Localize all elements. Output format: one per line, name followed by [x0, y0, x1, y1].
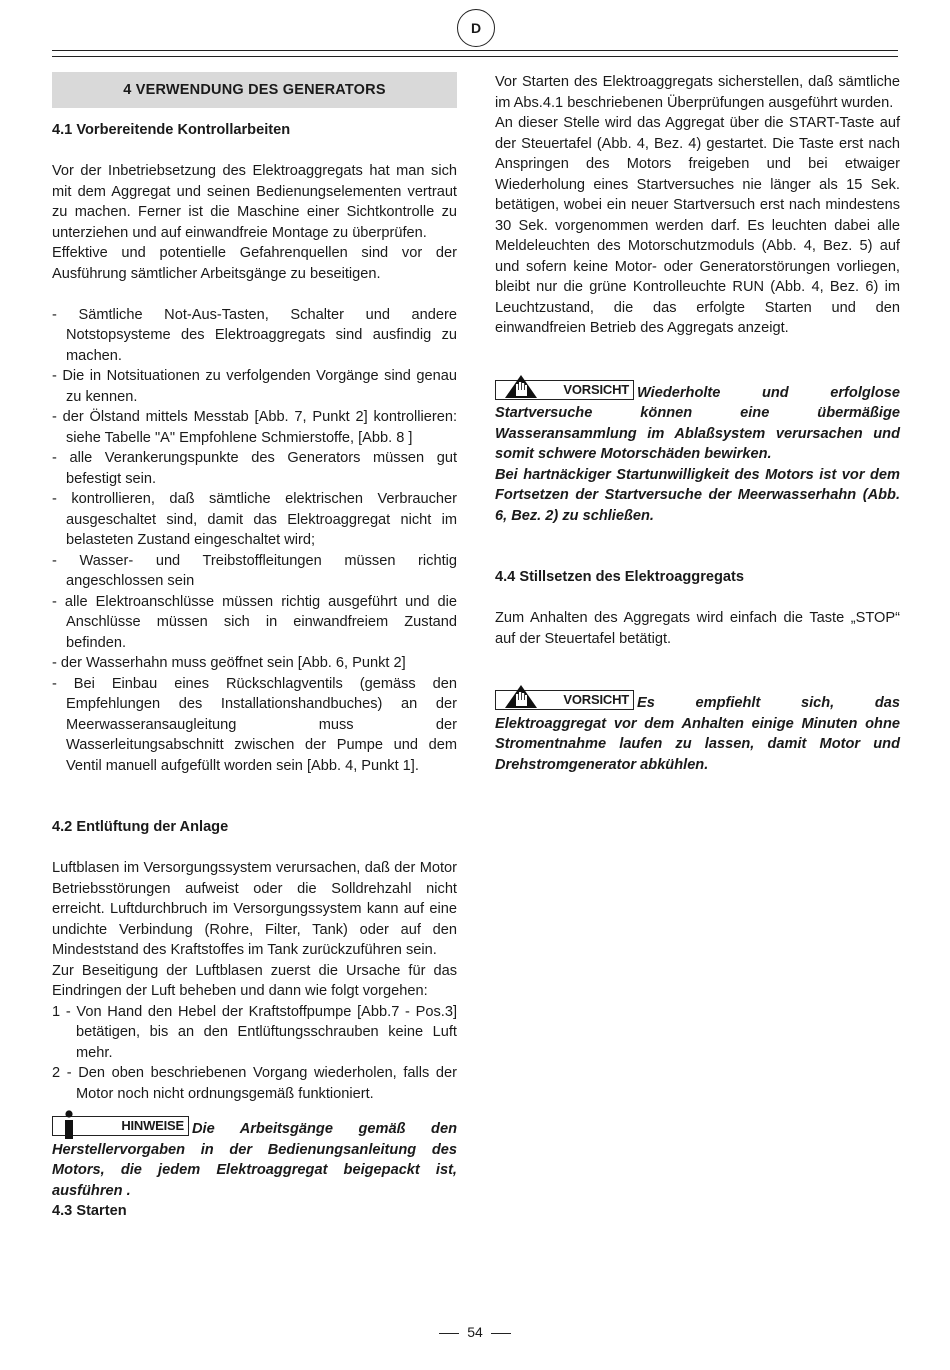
list-item: - alle Elektroanschlüsse müssen richtig ausgeführt und die Anschlüsse müssen sich in einwandfreiem Zustand befinden.: [52, 593, 457, 651]
paragraph: Zum Anhalten des Aggregats wird einfach die Taste „STOP“ auf der Steuertafel betätigt.: [495, 610, 900, 647]
header-rule-top: [52, 50, 898, 51]
paragraph: Luftblasen im Versorgungssystem verursachen, daß der Motor Betriebsstörungen aufweist oder die Solldrehzahl nicht erreicht. Luftdurchbruch im Versorgungssystem kann auf eine undichte Verbindung (Rohre, Filter, Tank) oder auf den Mindeststand des Kraftstoffes im Tank zurückzuführen sein.: [52, 860, 457, 958]
numbered-step: 1 - Von Hand den Hebel der Kraftstoffpumpe [Abb.7 - Pos.3] betätigen, bis an den Entlüftungsschrauben keine Luft mehr.: [52, 1003, 457, 1061]
warning-note: [495, 690, 900, 775]
page-footer: [0, 1324, 950, 1340]
footer-dash: [439, 1333, 459, 1334]
list-item: - der Wasserhahn muss geöffnet sein [Abb. 6, Punkt 2]: [52, 655, 406, 671]
list-item: - der Ölstand mittels Messtab [Abb. 7, Punkt 2] kontrollieren: siehe Tabelle "A" Empfohlene Schmierstoffe, [Abb. 8 ]: [52, 409, 457, 446]
warning-text: Wiederholte und erfolglose Startversuche können eine übermäßige Wasseransammlung im Ablaßsystem verursachen und somit schwere Motorschäden bewirken.: [495, 384, 900, 462]
list-item: - alle Verankerungspunkte des Generators müssen gut befestigt sein.: [52, 450, 457, 487]
stop-hand-icon: [504, 684, 538, 715]
warning-badge-label: VORSICHT: [563, 692, 629, 707]
warning-badge: [495, 380, 634, 400]
header-rule-bottom: [52, 56, 898, 57]
stop-hand-icon: [504, 374, 538, 405]
numbered-step: 2 - Den oben beschriebenen Vorgang wiederholen, falls der Motor noch nicht ordnungsgemäß funktioniert.: [52, 1065, 457, 1102]
warning-badge-label: VORSICHT: [563, 381, 629, 397]
left-column: [52, 72, 457, 1222]
footer-dash: [491, 1333, 511, 1334]
warning-text: Es empfiehlt sich, das Elektroaggregat vor dem Anhalten einige Minuten ohne Stromentnahme laufen zu lassen, damit Motor und Drehstromgenerator abkühlen.: [495, 695, 900, 773]
list-item: - kontrollieren, daß sämtliche elektrischen Verbraucher ausgeschaltet sind, damit das Elektroaggregat nicht im belasteten Zustand eingeschaltet wird;: [52, 491, 457, 548]
paragraph: Vor der Inbetriebsetzung des Elektroaggregats hat man sich mit dem Aggregat und seinen Bedienungselementen vertraut zu machen. Ferner ist die Maschine einer Sichtkontrolle zu unterziehen und auf einwandfreie Montage zu überprüfen.: [52, 163, 457, 241]
subsection-4-3-title: 4.3 Starten: [52, 1203, 127, 1219]
language-badge: D: [457, 9, 495, 47]
right-column: [495, 72, 900, 775]
warning-note: [495, 380, 900, 465]
paragraph: Effektive und potentielle Gefahrenquellen sind vor der Ausführung sämtlicher Arbeitsgänge zu beseitigen.: [52, 245, 457, 282]
list-item: - Bei Einbau eines Rückschlagventils (gemäss den Empfehlungen des Installationshandbuches) an der Meerwasseransaugleitung muss der Wasserleitungsabschnitt zwischen der Pumpe und dem Ventil manuell aufgefüllt worden sein [Abb. 4, Punkt 1].: [52, 675, 457, 774]
paragraph: Vor Starten des Elektroaggregats sicherstellen, daß sämtliche im Abs.4.1 beschriebenen Überprüfungen ausgeführt wurden.: [495, 74, 900, 111]
subsection-4-4-title: 4.4 Stillsetzen des Elektroaggregats: [495, 569, 744, 585]
paragraph: Zur Beseitigung der Luftblasen zuerst die Ursache für das Eindringen der Luft beheben und dann wie folgt vorgehen:: [52, 962, 457, 999]
list-item: - Sämtliche Not-Aus-Tasten, Schalter und andere Notstopsysteme des Elektroaggregats sind ausfindig zu machen.: [52, 306, 457, 364]
list-item: - Die in Notsituationen zu verfolgenden Vorgänge sind genau zu kennen.: [52, 368, 457, 405]
info-badge: [52, 1116, 189, 1136]
info-note-text: Die Arbeitsgänge gemäß den Herstellervorgaben in der Bedienungsanleitung des Motors, die jedem Elektroaggregat beigepackt ist, ausführen .: [52, 1121, 457, 1199]
warning-badge: [495, 690, 634, 710]
info-note: [52, 1116, 457, 1201]
list-item: - Wasser- und Treibstoffleitungen müssen richtig angeschlossen sein: [52, 552, 457, 589]
info-icon: [61, 1110, 77, 1147]
warning-text-continued: Bei hartnäckiger Startunwilligkeit des Motors ist vor dem Fortsetzen der Startversuche der Meerwasserhahn (Abb. 6, Bez. 2) zu schließen.: [495, 466, 900, 524]
info-badge-label: HINWEISE: [121, 1118, 184, 1133]
section-title: 4 VERWENDUNG DES GENERATORS: [52, 72, 457, 108]
page-number: 54: [467, 1324, 483, 1340]
subsection-4-1-title: 4.1 Vorbereitende Kontrollarbeiten: [52, 122, 291, 138]
paragraph: An dieser Stelle wird das Aggregat über die START-Taste auf der Steuertafel (Abb. 4, Bez. 4) gestartet. Die Taste erst nach Anspringen des Motors freigeben und bei etwaiger Wiederholung eines Startversuches nie länger als 15 Sek. betätigen, wobei ein neuer Startversuch erst nach mindestens 30 Sek. vorgenommen werden darf. Es leuchten dabei alle Meldeleuchten des Motorschutzmoduls (Abb. 4, Bez. 5) auf und sofern keine Motor- oder Generatorstörungen vorliegen, bleibt nur die grüne Kontrolleuchte RUN (Abb. 4, Bez. 6) im Leuchtzustand, die das erfolgte Starten und den einwandfreien Betrieb des Aggregats anzeigt.: [495, 115, 900, 336]
subsection-4-2-title: 4.2 Entlüftung der Anlage: [52, 819, 229, 835]
